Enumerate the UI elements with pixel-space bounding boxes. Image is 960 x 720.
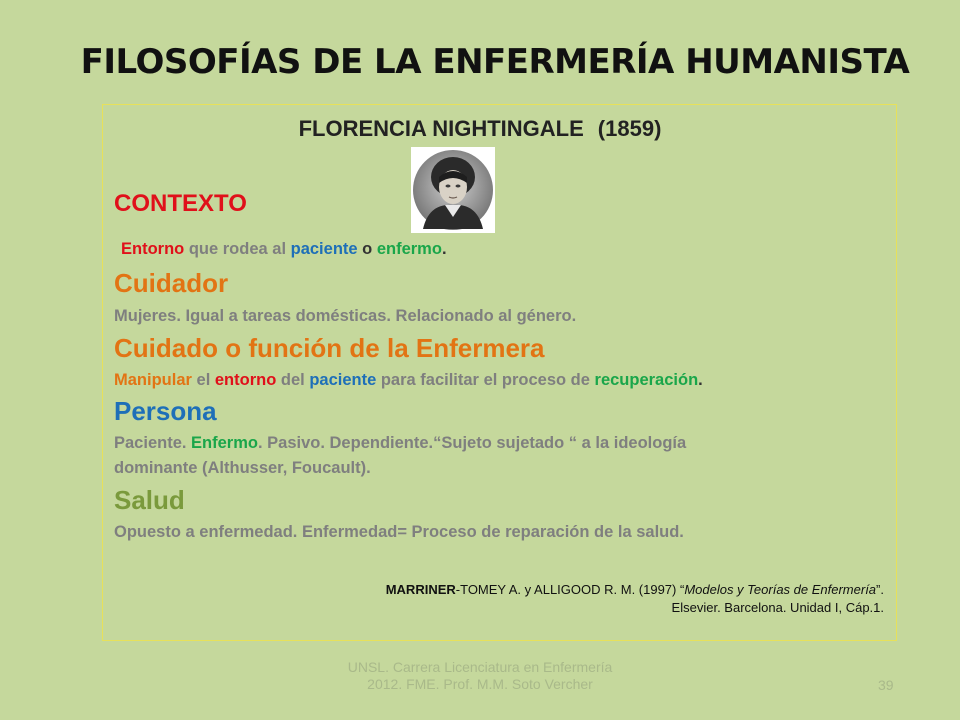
- subtitle: [0, 114, 960, 144]
- contexto-text: Entorno que rodea al paciente o enfermo.: [121, 240, 447, 258]
- reference-citation: MARRINER-TOMEY A. y ALLIGOOD R. M. (1997) “Modelos y Teorías de Enfermería”. Elsevier. Barcelona. Unidad I, Cáp.1.: [385, 582, 884, 615]
- persona-text: Paciente. Enfermo. Pasivo. Dependiente.“Sujeto sujetado “ a la ideología dominante (Althusser, Foucault).: [114, 434, 687, 477]
- footer-text: UNSL. Carrera Licenciatura en Enfermería 2012. FME. Prof. M.M. Soto Vercher: [347, 659, 613, 692]
- cuidador-heading: Cuidador: [114, 268, 229, 298]
- salud-text: Opuesto a enfermedad. Enfermedad= Proceso de reparación de la salud.: [114, 523, 684, 541]
- portrait-photo-icon: [411, 147, 495, 233]
- slide-title: FILOSOFÍAS DE LA ENFERMERÍA HUMANISTA: [80, 42, 910, 82]
- persona-heading: Persona: [114, 396, 217, 426]
- subtitle-year: (1859): [597, 116, 662, 141]
- salud-heading: Salud: [114, 485, 185, 515]
- cuidado-text: Manipular el entorno del paciente para facilitar el proceso de recuperación.: [114, 371, 703, 389]
- subtitle-name: FLORENCIA NIGHTINGALE: [298, 116, 584, 141]
- contexto-heading: CONTEXTO: [114, 190, 247, 217]
- cuidador-text: Mujeres. Igual a tareas domésticas. Relacionado al género.: [114, 307, 577, 325]
- cuidado-heading: Cuidado o función de la Enfermera: [114, 333, 545, 363]
- page-number: 39: [878, 677, 894, 693]
